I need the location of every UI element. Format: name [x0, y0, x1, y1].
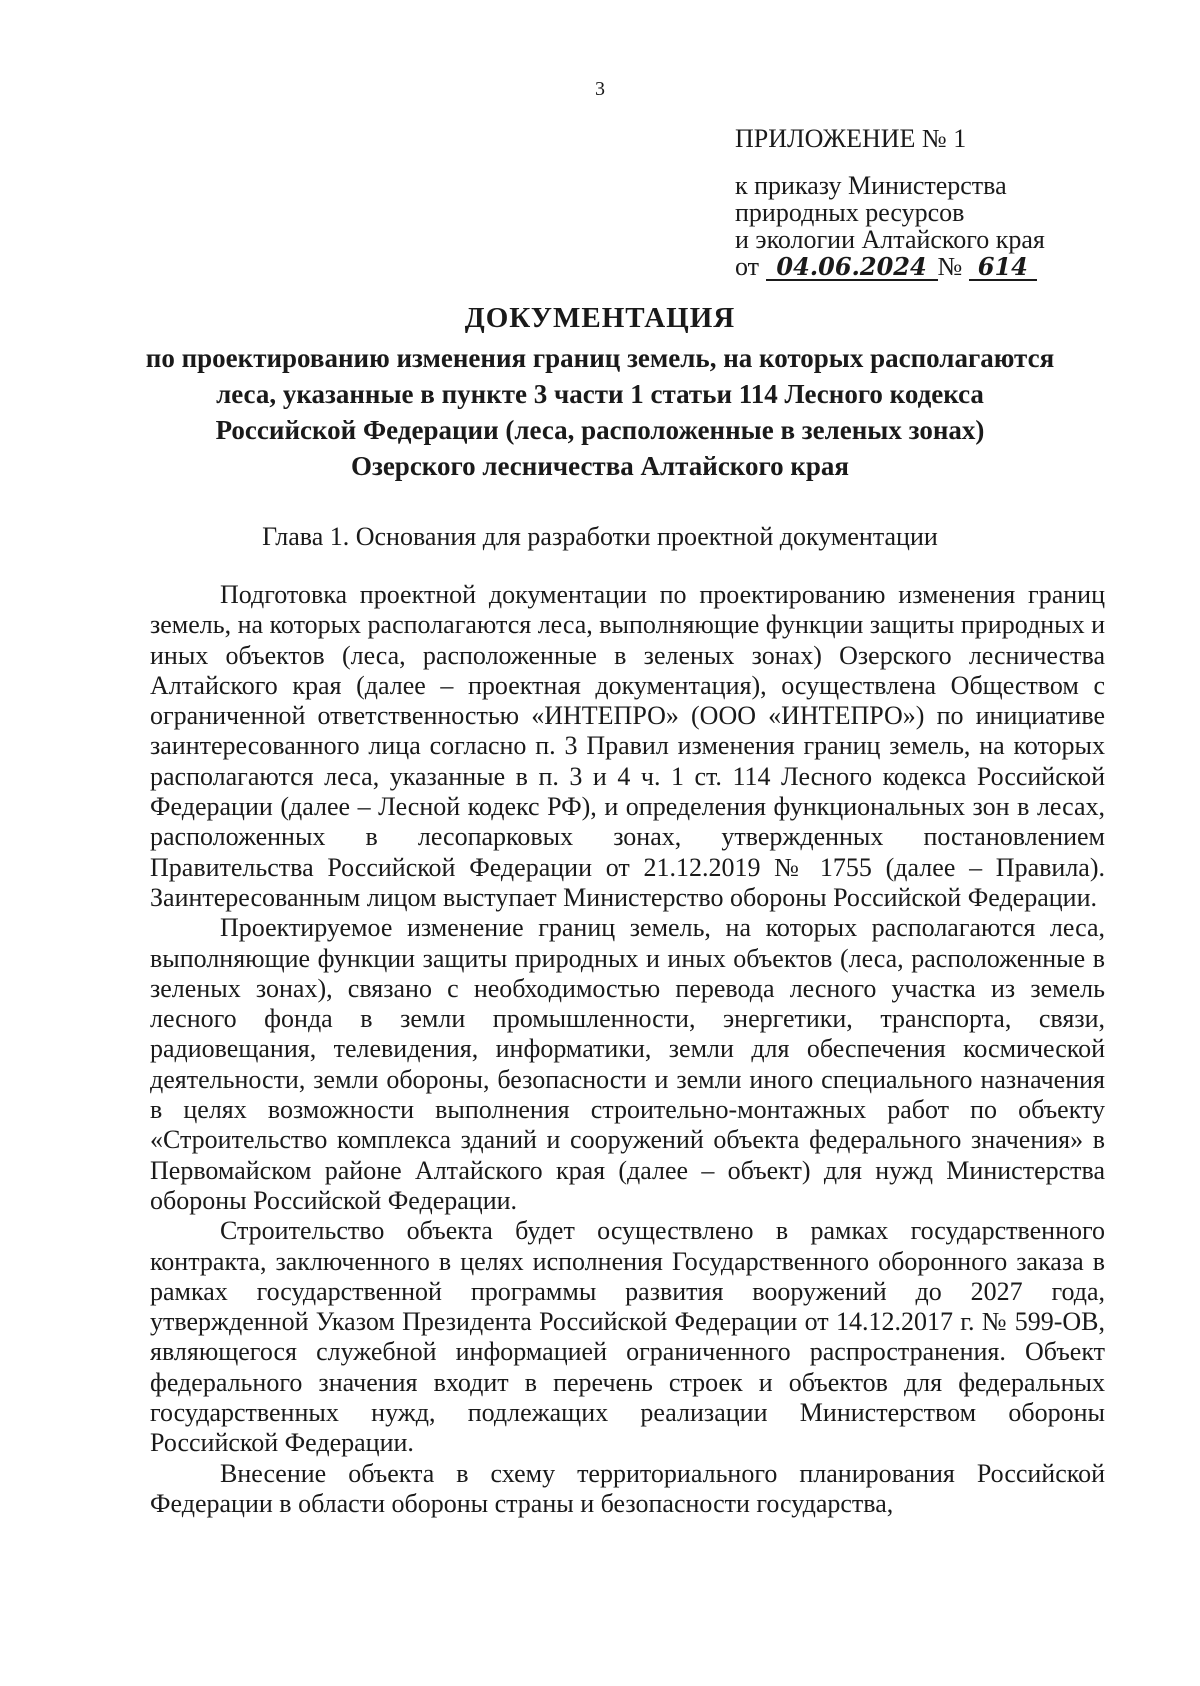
paragraph: Проектируемое изменение границ земель, на которых располагаются леса, выполняющие функции защиты природных и иных объектов (леса, расположенные в зеленых зонах), связано с необходимостью перевода лесного участка из земель лесного фонда в земли промышленности, энергетики, транспорта, связи, радиовещания, телевидения, информатики, земли для обеспечения космической деятельности, земли обороны, безопасности и земли иного специального назначения в целях возможности выполнения строительно-монтажных работ по объекту «Строительство комплекса зданий и сооружений объекта федерального значения» в Первомайском районе Алтайского края (далее – объект) для нужд Министерства обороны Российской Федерации.: [150, 913, 1105, 1215]
handwritten-number: 614: [969, 255, 1037, 281]
paragraph: Внесение объекта в схему территориального планирования Российской Федерации в области обороны страны и безопасности государства,: [150, 1458, 1105, 1518]
appendix-line-region: и экологии Алтайского края: [735, 225, 1045, 254]
chapter-heading: Глава 1. Основания для разработки проектной документации: [262, 522, 938, 551]
body-text: [150, 580, 1105, 1519]
number-prefix: №: [937, 252, 963, 281]
title-line-1: по проектированию изменения границ земель, на которых располагаются: [145, 343, 1055, 373]
appendix-block: [735, 124, 1155, 281]
document-title: ДОКУМЕНТАЦИЯ: [464, 302, 736, 334]
paragraph: Строительство объекта будет осуществлено в рамках государственного контракта, заключенного в целях исполнения Государственного оборонного заказа в рамках государственной программы развития вооружений до 2027 года, утвержденной Указом Президента Российской Федерации от 14.12.2017 г. № 599-ОВ, являющегося служебной информацией ограниченного распространения. Объект федерального значения входит в перечень строек и объектов для федеральных государственных нужд, подлежащих реализации Министерством обороны Российской Федерации.: [150, 1216, 1105, 1458]
appendix-title: ПРИЛОЖЕНИЕ № 1: [735, 124, 967, 153]
title-line-3: Российской Федерации (леса, расположенные в зеленых зонах): [215, 415, 985, 445]
page-number: 3: [595, 78, 605, 100]
date-prefix: от: [735, 252, 760, 281]
document-title-block: [0, 300, 1200, 484]
title-line-2: леса, указанные в пункте 3 части 1 статьи 114 Лесного кодекса: [216, 379, 984, 409]
paragraph: Подготовка проектной документации по проектированию изменения границ земель, на которых располагаются леса, выполняющие функции защиты природных и иных объектов (леса, расположенные в зеленых зонах) Озерского лесничества Алтайского края (далее – проектная документация), осуществлена Обществом с ограниченной ответственностью «ИНТЕПРО» (ООО «ИНТЕПРО») по инициативе заинтересованного лица согласно п. 3 Правил изменения границ земель, на которых располагаются леса, указанные в п. 3 и 4 ч. 1 ст. 114 Лесного кодекса Российской Федерации (далее – Лесной кодекс РФ), и определения функциональных зон в лесах, расположенных в лесопарковых зонах, утвержденных постановлением Правительства Российской Федерации от 21.12.2019 № 1755 (далее – Правила). Заинтересованным лицом выступает Министерство обороны Российской Федерации.: [150, 580, 1105, 912]
appendix-date-line: [735, 253, 1155, 281]
title-line-4: Озерского лесничества Алтайского края: [350, 451, 850, 481]
handwritten-date: 04.06.2024: [766, 255, 938, 281]
appendix-line-order: к приказу Министерства: [735, 171, 1007, 200]
appendix-line-ministry: природных ресурсов: [735, 198, 965, 227]
